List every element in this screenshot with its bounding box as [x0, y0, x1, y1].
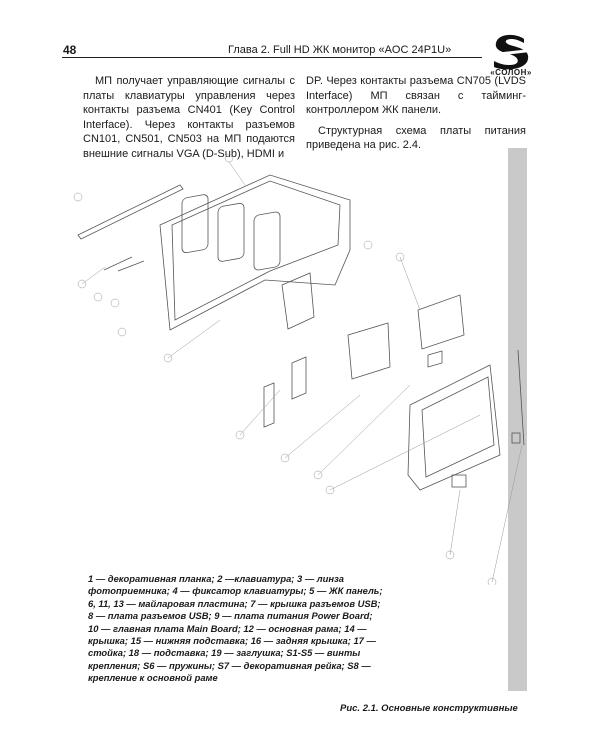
figure-caption: Рис. 2.1. Основные конструктивные — [340, 703, 518, 714]
header-rule — [62, 57, 482, 58]
usb-cover — [264, 383, 274, 427]
paragraph: МП получает управляющие сигналы с платы клавиатуры управления через контакты разъема CN401 (Key Control Interface). Через контакты разъемов CN101, CN501, CN503 на МП подаются внешние сигналы VGA (D-Sub), HDMI и — [83, 75, 295, 160]
logo-text: «СОЛОН» — [490, 68, 532, 77]
exploded-view-diagram — [60, 145, 530, 585]
keyboard-parts — [104, 257, 144, 271]
legend-line: 6, 11, 13 — майларовая пластина; 7 — крышка разъемов USB; — [88, 597, 381, 609]
figure-legend — [88, 573, 384, 685]
decorative-strip — [78, 185, 183, 239]
stand — [518, 350, 524, 445]
legend-line: 1 — декоративная планка; 2 —клавиатура; 3 — линза — [88, 573, 345, 584]
stand-plate — [452, 475, 466, 487]
legend-line: стойка; 18 — подставка; 19 — заглушка; S1-S5 — винты — [88, 647, 361, 659]
paragraph: DP. Через контакты разъема CN705 (LVDS Interface) МП связан с тайминг-контроллером ЖК панели. — [306, 75, 526, 117]
chapter-title: Глава 2. Full HD ЖК монитор «AOC 24P1U» — [228, 44, 452, 56]
legend-line: фотоприемника; 4 — фиксатор клавиатуры; 5 — ЖК панель; — [88, 585, 383, 597]
main-board — [418, 295, 464, 349]
page-number: 48 — [63, 43, 77, 57]
legend-line: крепление к основной раме — [88, 672, 218, 684]
back-cover — [408, 365, 500, 490]
legend-line: крышка; 15 — нижняя подставка; 16 — задняя крышка; 17 — — [88, 635, 376, 647]
legend-line: 8 — плата разъемов USB; 9 — плата питания Power Board; — [88, 610, 373, 622]
paragraph: Структурная схема платы питания приведена на рис. 2.4. — [306, 124, 526, 152]
usb-board — [292, 357, 306, 399]
legend-line: 10 — главная плата Main Board; 12 — основная рама; 14 — — [88, 622, 367, 634]
legend-line: крепления; S6 — пружины; S7 — декоративная рейка; S8 — — [88, 659, 371, 671]
power-board — [348, 323, 390, 379]
